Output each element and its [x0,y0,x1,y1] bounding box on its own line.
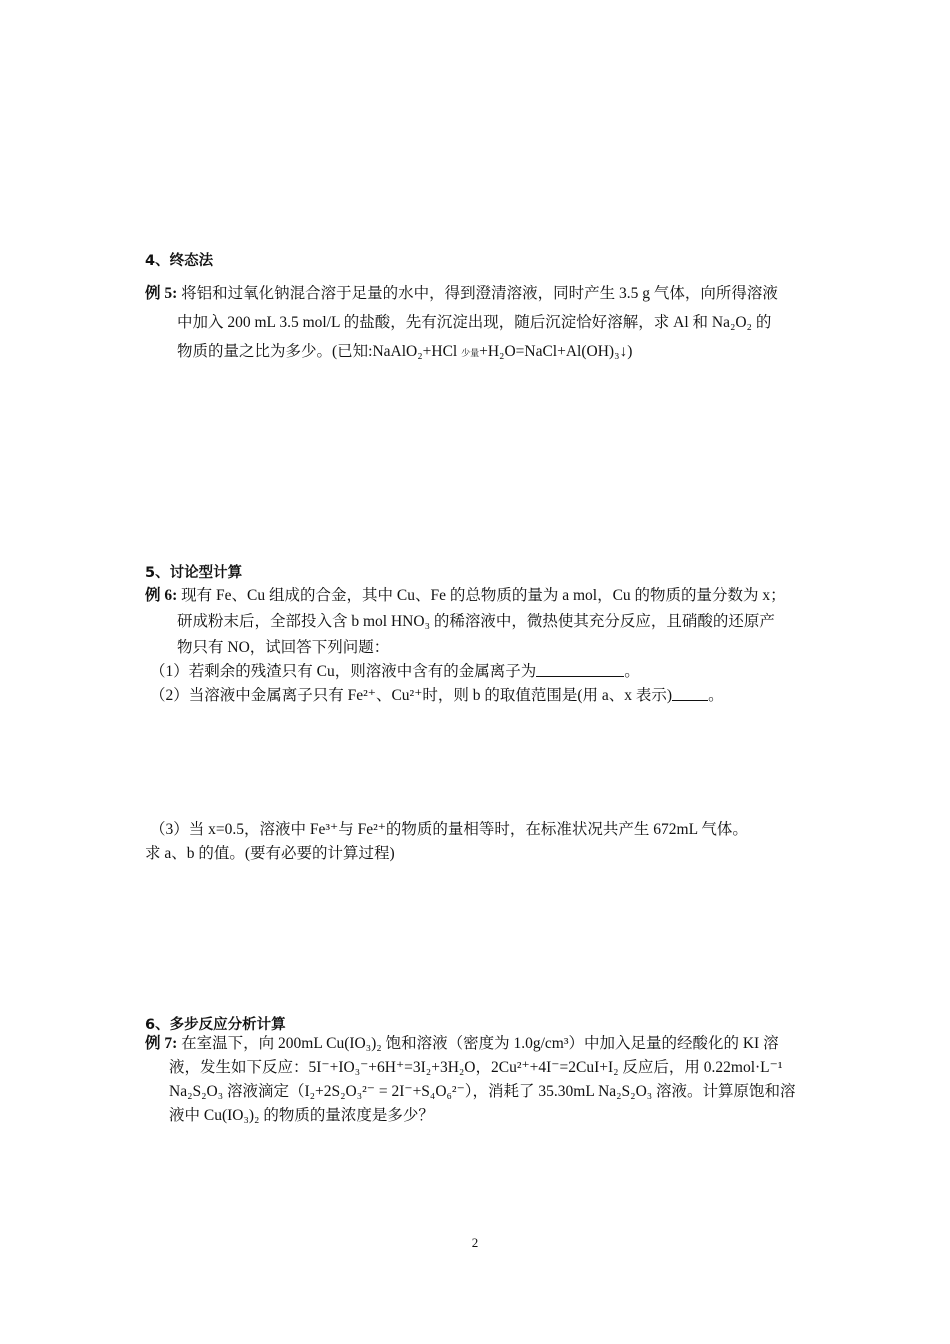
question-3-line-2: 求 a、b 的值。(要有必要的计算过程) [145,845,395,862]
question-1: （1）若剩余的残渣只有 Cu，则溶液中含有的金属离子为 。 [150,663,640,680]
question-2: （2）当溶液中金属离子只有 Fe²⁺、Cu²⁺时，则 b 的取值范围是(用 a、x 表示) 。 [150,687,724,704]
example-7-line-3: Na₂S₂O₃ 溶液滴定（I₂+2S₂O₃²⁻ = 2I⁻+S₄O₆²⁻），消耗了 35.30mL Na₂S₂O₃ 溶液。计算原饱和溶 [169,1083,796,1100]
section-5-heading: 5、讨论型计算 [145,565,243,581]
answer-blank-1[interactable] [536,662,624,677]
example-6-line-1: 例 6: 现有 Fe、Cu 组成的合金，其中 Cu、Fe 的总物质的量为 a mol，Cu 的物质的量分数为 x； [145,587,786,604]
example-5-line-1: 例 5: 将铝和过氧化钠混合溶于足量的水中，得到澄清溶液，同时产生 3.5 g 气体，向所得溶液 [145,285,778,302]
example-6-line-2: 研成粉末后，全部投入含 b mol HNO₃ 的稀溶液中，微热使其充分反应，且硝酸的还原产 [177,613,775,630]
example-5-label: 例 5: [145,285,178,302]
example-7-label: 例 7: [145,1035,178,1052]
example-5-line-3: 物质的量之比为多少。(已知:NaAlO₂+HCl 少量+H₂O=NaCl+Al(OH)₃↓) [177,343,633,360]
example-7-line-1: 例 7: 在室温下，向 200mL Cu(IO₃)₂ 饱和溶液（密度为 1.0g/cm³）中加入足量的经酸化的 KI 溶 [145,1035,779,1052]
section-6-heading: 6、多步反应分析计算 [145,1017,286,1033]
example-7-line-2: 液，发生如下反应：5I⁻+IO₃⁻+6H⁺=3I₂+3H₂O，2Cu²⁺+4I⁻=2CuI+I₂ 反应后，用 0.22mol·L⁻¹ [169,1059,783,1076]
answer-blank-2[interactable] [672,686,708,701]
section-4-heading: 4、终态法 [145,253,214,269]
example-6-label: 例 6: [145,587,178,604]
example-5-line-2: 中加入 200 mL 3.5 mol/L 的盐酸，先有沉淀出现，随后沉淀恰好溶解，求 Al 和 Na₂O₂ 的 [177,314,772,331]
example-6-line-3: 物只有 NO，试回答下列问题： [177,639,390,656]
page-number: 2 [471,1235,479,1250]
question-3: （3）当 x=0.5，溶液中 Fe³⁺与 Fe²⁺的物质的量相等时，在标准状况共产生 672mL 气体。 [150,821,748,838]
example-7-line-4: 液中 Cu(IO₃)₂ 的物质的量浓度是多少？ [169,1107,434,1124]
